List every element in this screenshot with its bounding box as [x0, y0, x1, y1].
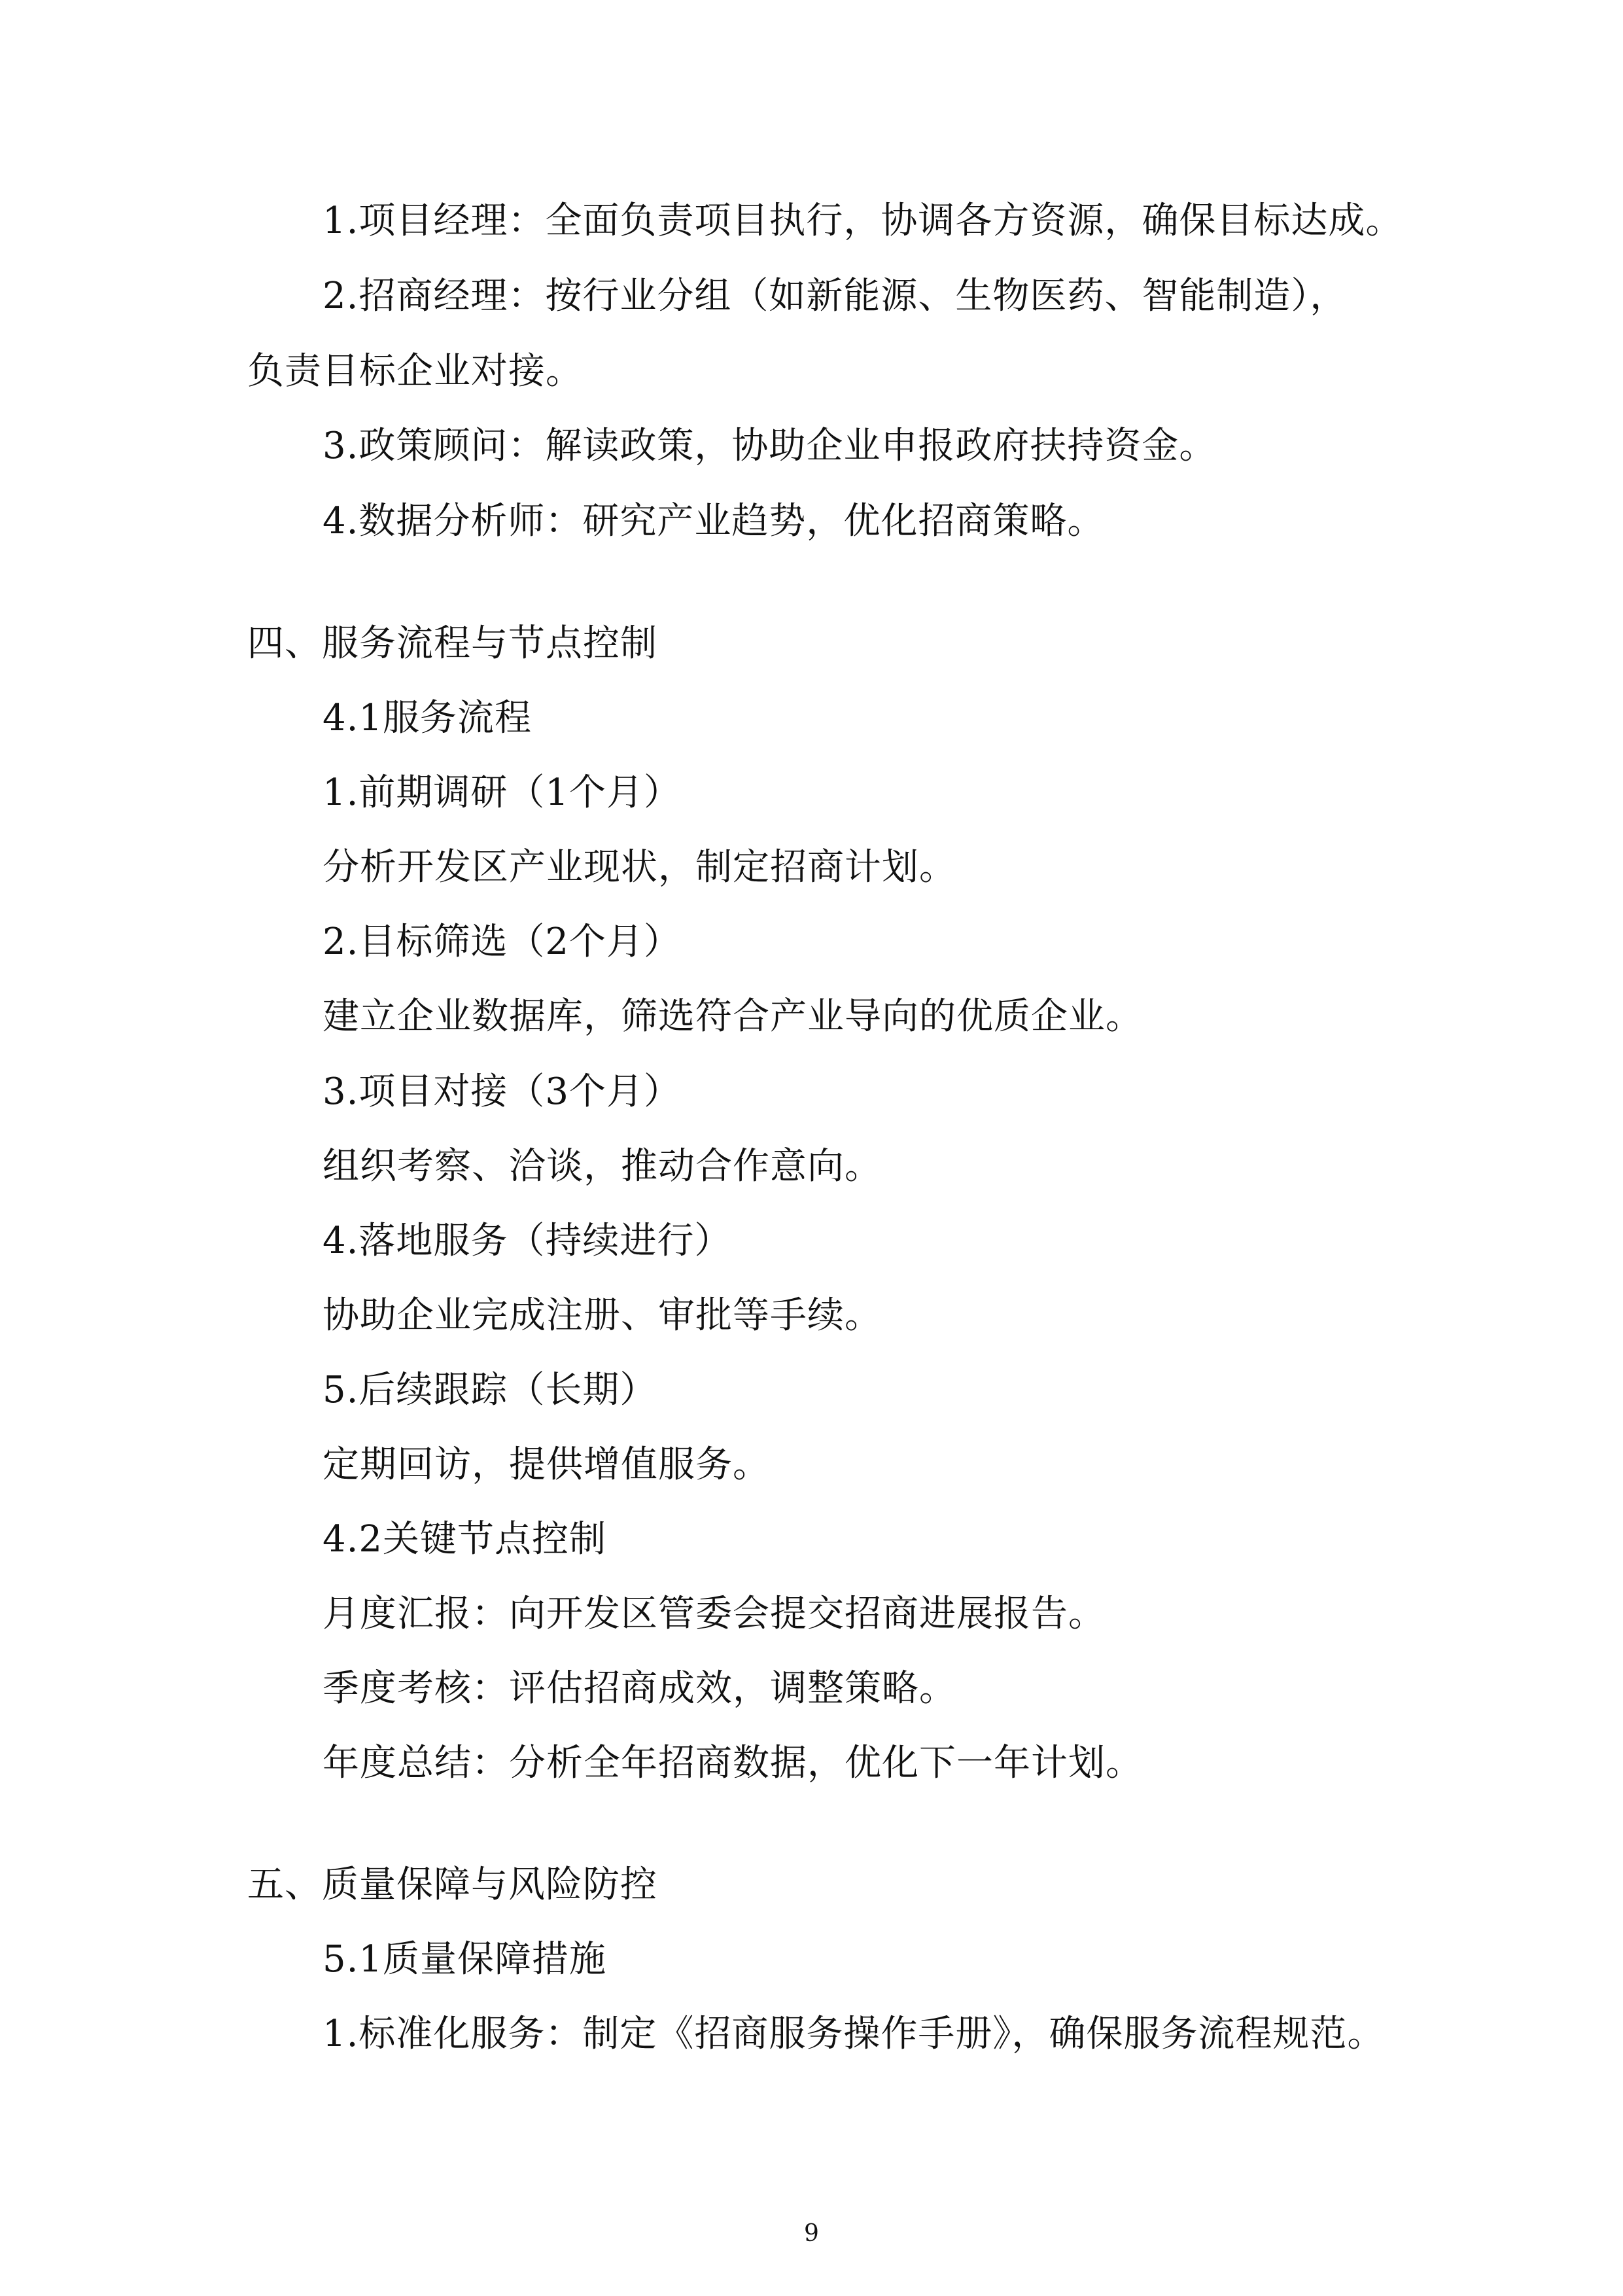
node-monthly-report: 月度汇报：向开发区管委会提交招商进展报告。: [323, 1593, 1106, 1635]
step-2-title: 2.目标筛选（2个月）: [323, 921, 682, 963]
role-investment-manager-cont: 负责目标企业对接。: [247, 350, 583, 393]
subsection-heading-5-1: 5.1质量保障措施: [323, 1938, 607, 1981]
step-4-desc: 协助企业完成注册、审批等手续。: [323, 1294, 882, 1337]
step-2-desc: 建立企业数据库，筛选符合产业导向的优质企业。: [323, 995, 1143, 1038]
role-investment-manager: 2.招商经理：按行业分组（如新能源、生物医药、智能制造），: [323, 275, 1348, 317]
step-3-title: 3.项目对接（3个月）: [323, 1070, 682, 1113]
subsection-heading-4-1: 4.1服务流程: [323, 697, 532, 739]
page-number: 9: [804, 2220, 819, 2247]
role-data-analyst: 4.数据分析师：研究产业趋势，优化招商策略。: [323, 500, 1105, 542]
step-4-title: 4.落地服务（持续进行）: [323, 1220, 732, 1262]
step-5-desc: 定期回访，提供增值服务。: [323, 1443, 770, 1486]
step-1-desc: 分析开发区产业现状，制定招商计划。: [323, 846, 956, 889]
subsection-heading-4-2: 4.2关键节点控制: [323, 1518, 607, 1561]
role-project-manager: 1.项目经理：全面负责项目执行，协调各方资源，确保目标达成。: [323, 200, 1403, 242]
role-policy-advisor: 3.政策顾问：解读政策，协助企业申报政府扶持资金。: [323, 425, 1217, 467]
step-1-title: 1.前期调研（1个月）: [323, 771, 682, 814]
node-annual-summary: 年度总结：分析全年招商数据，优化下一年计划。: [323, 1742, 1143, 1784]
step-3-desc: 组织考察、洽谈，推动合作意向。: [323, 1145, 882, 1188]
section-heading-5: 五、质量保障与风险防控: [247, 1863, 657, 1906]
step-5-title: 5.后续跟踪（长期）: [323, 1369, 657, 1411]
node-quarterly-review: 季度考核：评估招商成效，调整策略。: [323, 1667, 956, 1710]
measure-standardized-service: 1.标准化服务：制定《招商服务操作手册》，确保服务流程规范。: [323, 2013, 1385, 2055]
section-heading-4: 四、服务流程与节点控制: [247, 622, 657, 665]
